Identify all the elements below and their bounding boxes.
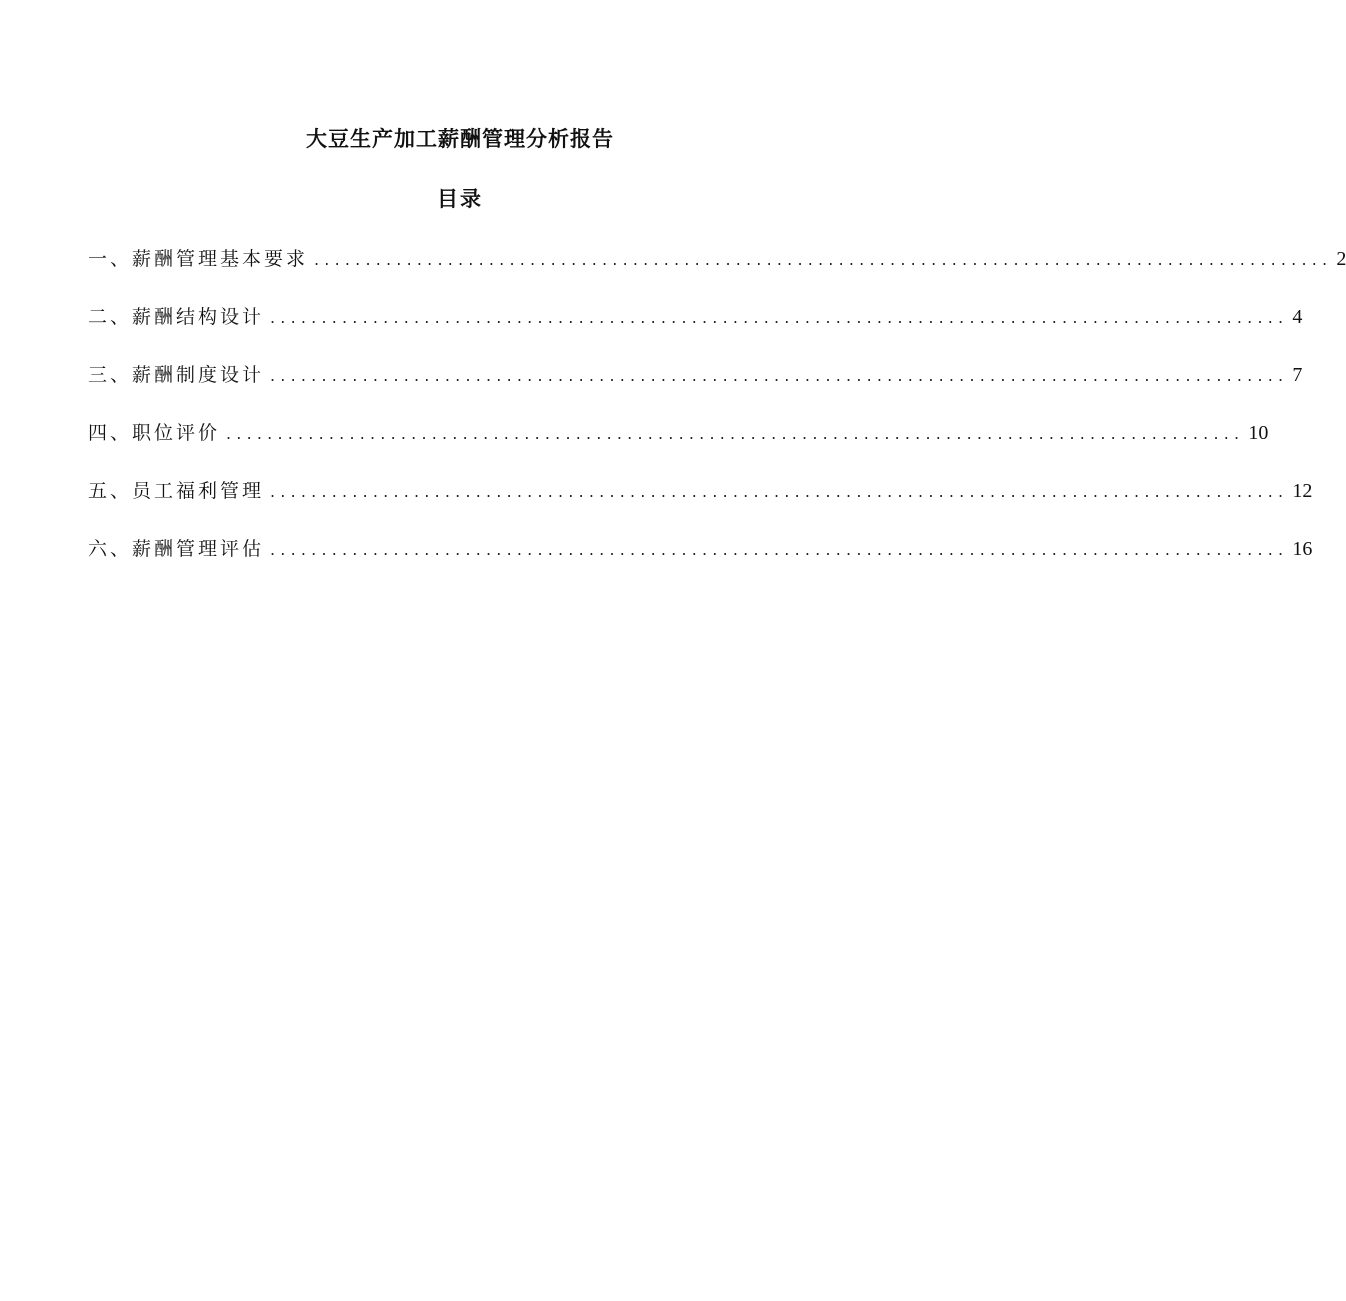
toc-entry[interactable] <box>88 244 1346 302</box>
toc-page-number: 16 <box>1292 538 1313 560</box>
toc-entry-label: 二、薪酬结构设计 <box>88 306 265 328</box>
toc-entry[interactable] <box>88 360 1303 418</box>
toc-dot-leader: ................................................................................................... <box>270 482 1289 501</box>
toc-page-number: 4 <box>1292 306 1303 328</box>
toc-entry[interactable] <box>88 418 1269 476</box>
toc-heading: 目录 <box>437 187 483 211</box>
toc-dot-leader: ................................................................................................... <box>226 424 1245 443</box>
toc-entry[interactable] <box>88 302 1303 360</box>
table-of-contents <box>88 244 1346 592</box>
toc-page-number: 7 <box>1292 364 1303 386</box>
toc-dot-leader: ................................................................................................... <box>314 250 1333 269</box>
toc-entry-label: 五、员工福利管理 <box>88 480 265 502</box>
document-title: 大豆生产加工薪酬管理分析报告 <box>306 127 614 151</box>
toc-dot-leader: ................................................................................................... <box>270 308 1289 327</box>
toc-entry-label: 六、薪酬管理评估 <box>88 538 265 560</box>
toc-entry[interactable] <box>88 534 1313 592</box>
toc-page-number: 12 <box>1292 480 1313 502</box>
toc-dot-leader: ................................................................................................... <box>270 366 1289 385</box>
toc-entry[interactable] <box>88 476 1313 534</box>
toc-entry-label: 三、薪酬制度设计 <box>88 364 265 386</box>
toc-dot-leader: ................................................................................................... <box>270 540 1289 559</box>
toc-entry-label: 一、薪酬管理基本要求 <box>88 248 309 270</box>
toc-page-number: 10 <box>1248 422 1269 444</box>
toc-page-number: 2 <box>1336 248 1346 270</box>
toc-entry-label: 四、职位评价 <box>88 422 221 444</box>
